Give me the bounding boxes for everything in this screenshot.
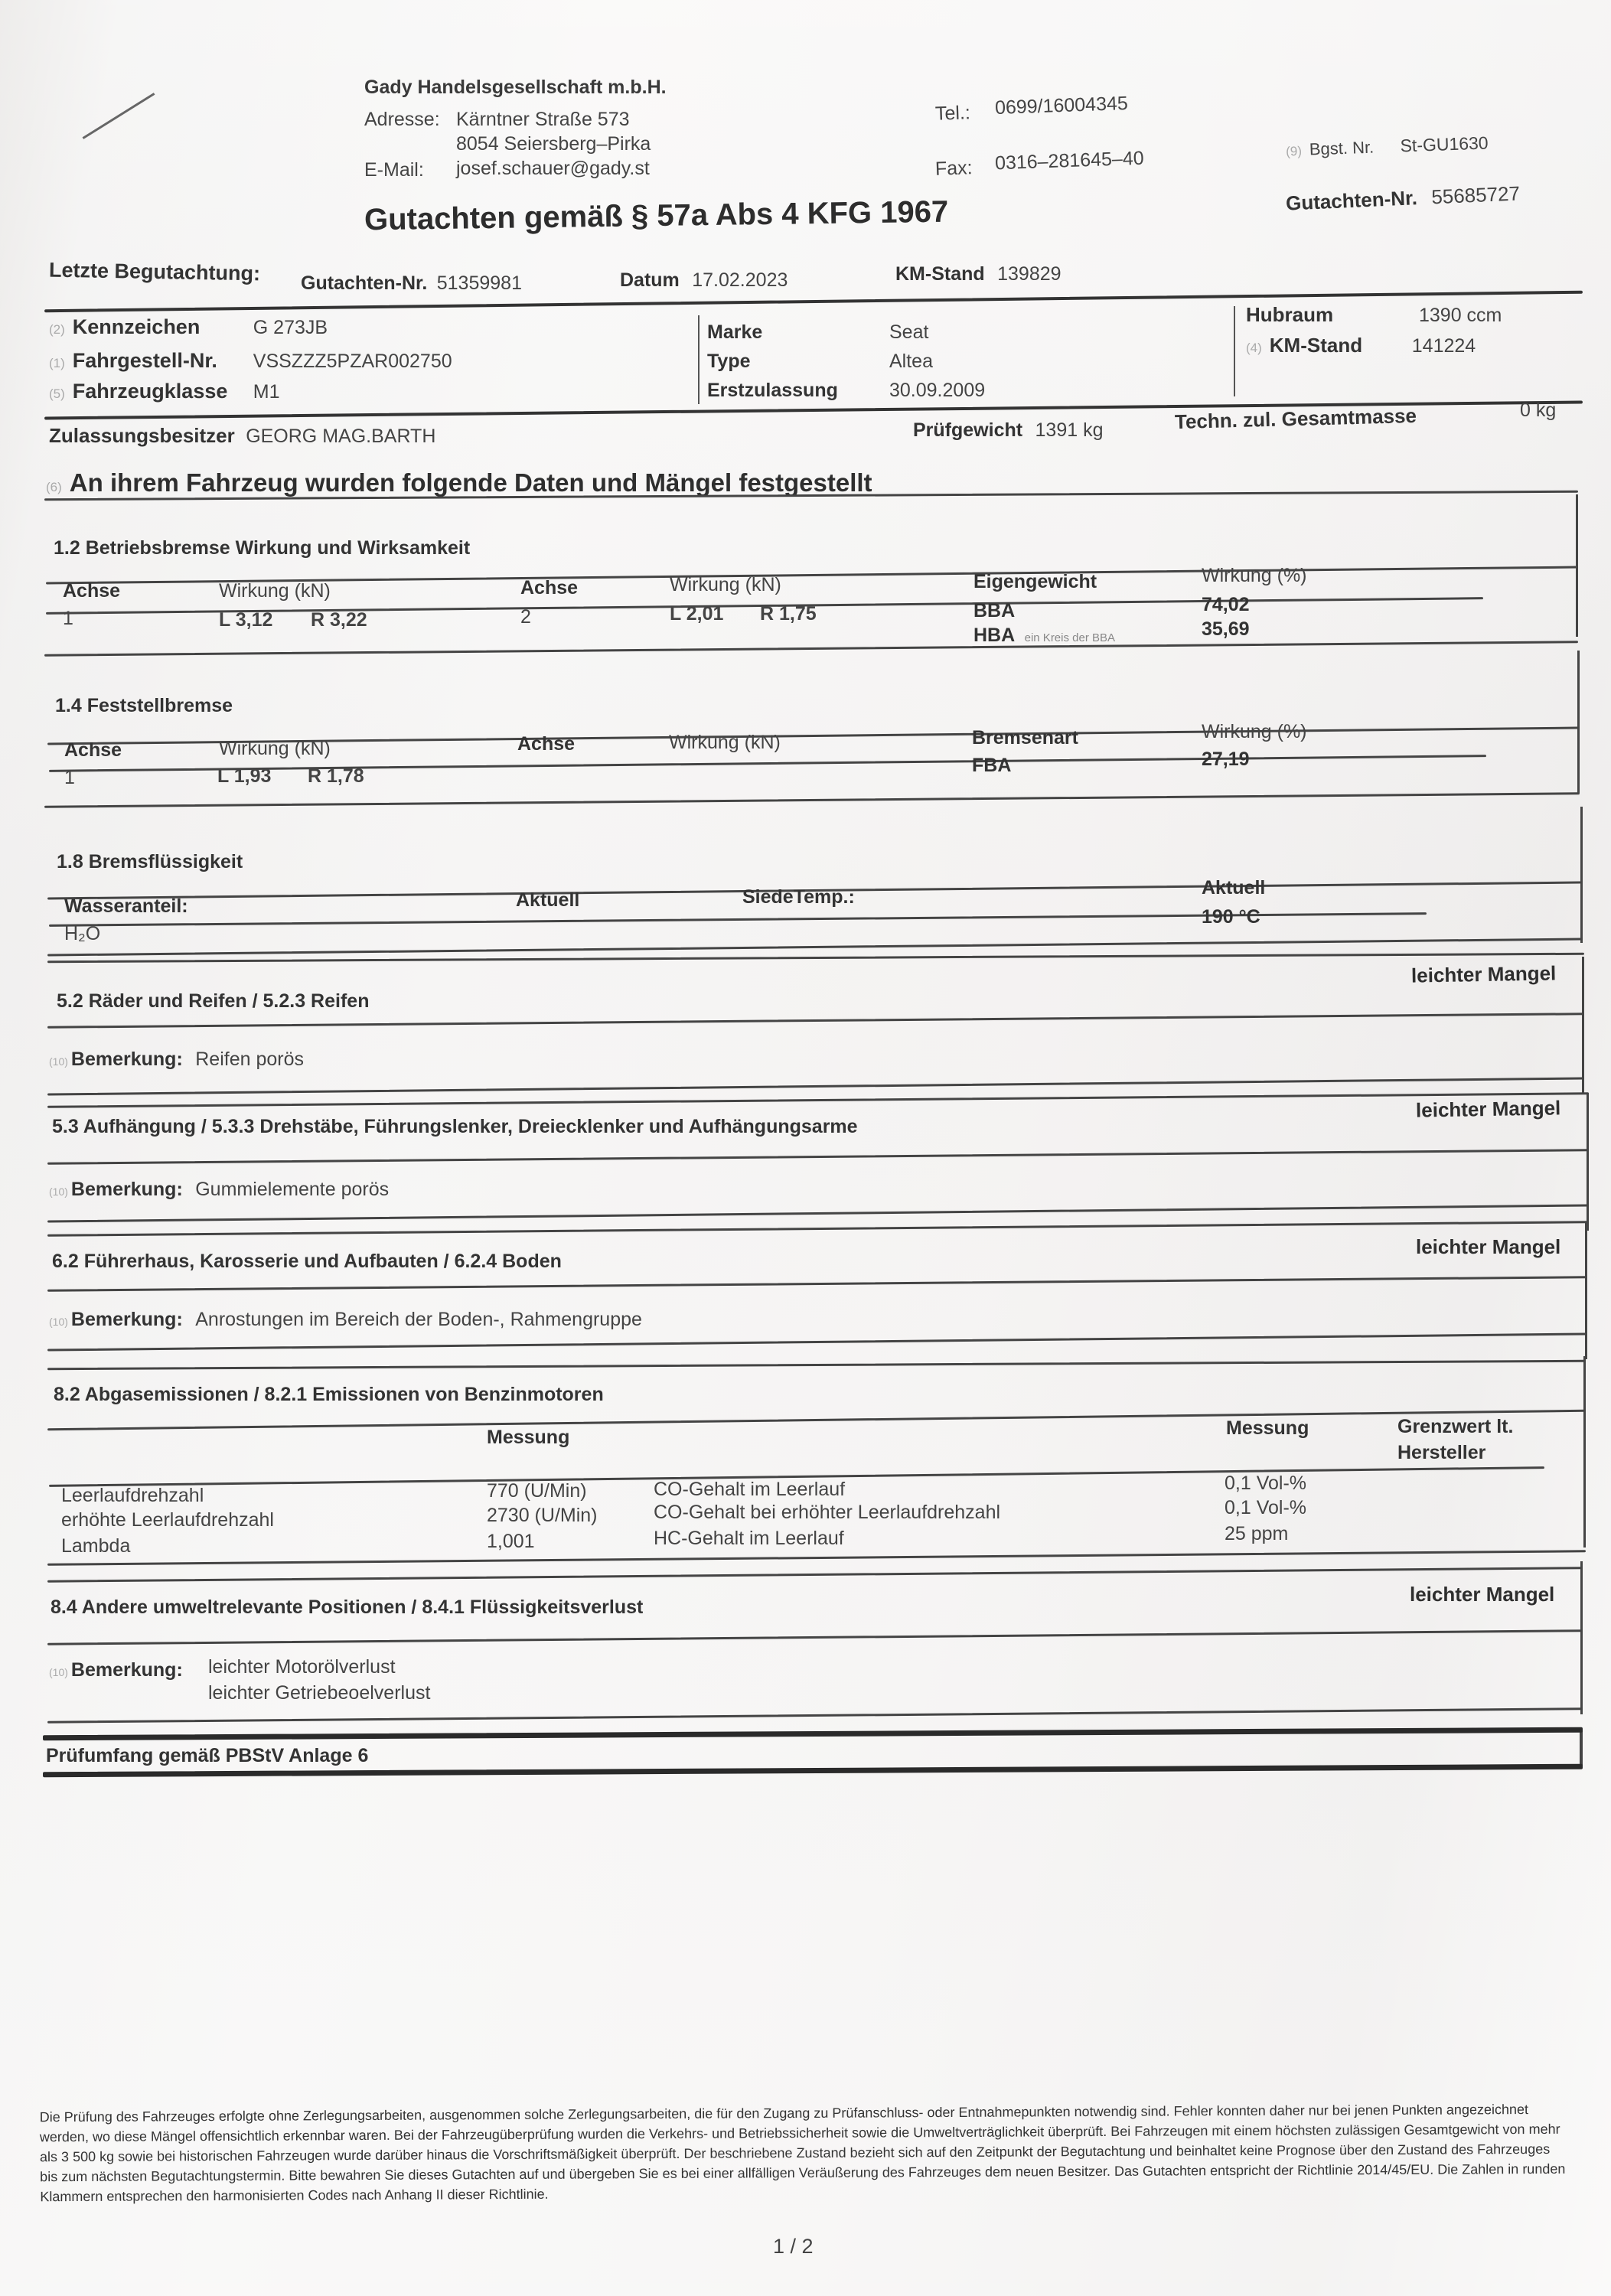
- document-title: Gutachten gemäß § 57a Abs 4 KFG 1967: [364, 194, 949, 237]
- fba-value: 27,19: [1202, 748, 1250, 770]
- col-wirkung-pct: Wirkung (%): [1202, 721, 1307, 742]
- fahrzeugklasse-label: Fahrzeugklasse: [72, 380, 228, 403]
- hubraum-value: 1390 ccm: [1419, 305, 1502, 326]
- defect-title: 5.3 Aufhängung / 5.3.3 Drehstäbe, Führungslenker, Dreiecklenker und Aufhängungsarme: [52, 1116, 858, 1137]
- remark-label: Bemerkung:: [70, 1309, 183, 1330]
- col-achse: Achse: [63, 580, 121, 602]
- aktuell-label-2: Aktuell: [1202, 877, 1266, 899]
- defect-code: (10): [49, 1316, 68, 1328]
- achse-1: 1: [63, 608, 73, 629]
- defect-severity: leichter Mangel: [1410, 961, 1557, 987]
- erstzulassung-row: [707, 380, 985, 402]
- findings-heading: [46, 468, 872, 497]
- defect-code: (10): [49, 1055, 68, 1068]
- feststellbremse-title: 1.4 Feststellbremse: [55, 695, 233, 716]
- pruefumfang: Prüfumfang gemäß PBStV Anlage 6: [46, 1745, 369, 1766]
- tel-label: Tel.:: [934, 102, 971, 125]
- remark-text-line1: leichter Motorölverlust: [208, 1656, 396, 1678]
- divider: [1234, 306, 1235, 396]
- achse-1: 1: [64, 767, 75, 788]
- erstzulassung-label: Erstzulassung: [707, 380, 838, 401]
- h2o-label: H₂O: [64, 923, 101, 944]
- fahrgestell-value: VSSZZZ5PZAR002750: [253, 351, 452, 372]
- hba-value: 35,69: [1202, 618, 1250, 640]
- defect-remark-row: [49, 1309, 642, 1331]
- fba-label: FBA: [972, 755, 1012, 776]
- col-messung-1: Messung: [487, 1427, 570, 1448]
- emission-row-label: erhöhte Leerlaufdrehzahl: [61, 1509, 274, 1531]
- besitzer-value: GEORG MAG.BARTH: [246, 426, 436, 447]
- defect-title: 5.2 Räder und Reifen / 5.2.3 Reifen: [57, 990, 370, 1012]
- emission-row-value: 770 (U/Min): [487, 1480, 587, 1502]
- gutachten-nr-row: [1285, 181, 1520, 215]
- kennzeichen-code: (2): [49, 322, 65, 337]
- bba-value: 74,02: [1202, 594, 1250, 615]
- marke-row: [707, 321, 928, 344]
- last-inspection-date: [620, 269, 788, 292]
- fahrzeugklasse-code: (5): [49, 386, 65, 401]
- emission-row-value: 1,001: [487, 1531, 535, 1552]
- defect-remark-row: [49, 1049, 304, 1071]
- last-inspection-date-value: 17.02.2023: [692, 269, 788, 291]
- col-grenzwert-line1: Grenzwert lt.: [1397, 1416, 1514, 1437]
- gesamtmasse-label: Techn. zul. Gesamtmasse: [1174, 403, 1417, 434]
- section-box: [44, 651, 1580, 793]
- address-line2: 8054 Seiersberg–Pirka: [456, 133, 651, 155]
- defect-remark-row: [49, 1179, 389, 1201]
- col-achse-2: Achse: [517, 733, 576, 755]
- section-box: [47, 1223, 1587, 1359]
- col-bremsenart: Bremsenart: [972, 727, 1078, 748]
- kennzeichen-row: [49, 315, 328, 339]
- last-inspection-km-label: KM-Stand: [895, 263, 985, 285]
- remark-label: Bemerkung:: [70, 1049, 183, 1070]
- kennzeichen-value: G 273JB: [253, 317, 328, 338]
- last-inspection-km: [895, 263, 1061, 285]
- defect-code: (10): [49, 1666, 68, 1678]
- divider: [44, 792, 1580, 808]
- emission-row-param: HC-Gehalt im Leerlauf: [654, 1528, 844, 1549]
- emission-row-label: Leerlaufdrehzahl: [61, 1485, 204, 1506]
- wasseranteil-label: Wasseranteil:: [64, 895, 188, 917]
- siedetemp-value: 190 °C: [1202, 906, 1260, 928]
- fax-value: 0316–281645–40: [994, 147, 1145, 174]
- achse-2-left: L 2,01: [670, 603, 724, 625]
- col-wirkung-kn-2: Wirkung (kN): [670, 574, 781, 595]
- kennzeichen-label: Kennzeichen: [72, 315, 201, 338]
- col-wirkung-kn: Wirkung (kN): [219, 738, 331, 759]
- bgst-value: St-GU1630: [1400, 132, 1489, 156]
- divider: [698, 315, 700, 404]
- last-inspection-km-value: 139829: [997, 263, 1061, 285]
- findings-heading-code: (6): [46, 480, 62, 494]
- col-wirkung-kn-2: Wirkung (kN): [669, 732, 781, 753]
- betriebsbremse-title: 1.2 Betriebsbremse Wirkung und Wirksamkeit: [54, 537, 471, 559]
- emissions-title: 8.2 Abgasemissionen / 8.2.1 Emissionen von Benzinmotoren: [54, 1384, 604, 1405]
- defect-severity: leichter Mangel: [1415, 1096, 1561, 1122]
- last-inspection-nr: [301, 272, 522, 295]
- hubraum-label: Hubraum: [1246, 303, 1334, 326]
- tel-value: 0699/16004345: [994, 92, 1129, 119]
- emission-row-measurement: 25 ppm: [1225, 1523, 1289, 1544]
- emission-row-param: CO-Gehalt im Leerlauf: [654, 1479, 846, 1500]
- last-inspection-date-label: Datum: [620, 269, 680, 291]
- fahrzeugklasse-row: [49, 380, 280, 403]
- km-stand-label: KM-Stand: [1269, 334, 1363, 357]
- fax-label: Fax:: [934, 157, 973, 180]
- pruefgewicht-value: 1391 kg: [1035, 419, 1104, 441]
- achse-2-right: R 1,75: [760, 603, 817, 625]
- fahrgestell-label: Fahrgestell-Nr.: [72, 349, 217, 372]
- aktuell-label-1: Aktuell: [516, 889, 580, 911]
- remark-label: Bemerkung:: [70, 1659, 183, 1681]
- col-eigengewicht: Eigengewicht: [973, 571, 1097, 592]
- hba-label: HBA: [973, 625, 1016, 646]
- emission-row-measurement: 0,1 Vol-%: [1225, 1497, 1307, 1518]
- remark-text: Gummielemente porös: [195, 1179, 390, 1200]
- type-label: Type: [707, 351, 751, 372]
- km-stand-code: (4): [1246, 341, 1262, 355]
- emission-row-param: CO-Gehalt bei erhöhter Leerlaufdrehzahl: [654, 1502, 1001, 1523]
- pruefgewicht-label: Prüfgewicht: [913, 419, 1023, 441]
- gesamtmasse-value: 0 kg: [1520, 400, 1557, 421]
- company-name: Gady Handelsgesellschaft m.b.H.: [364, 77, 667, 98]
- defect-severity: leichter Mangel: [1410, 1583, 1555, 1606]
- col-wirkung-pct: Wirkung (%): [1202, 565, 1307, 586]
- achse-1-left: L 1,93: [217, 765, 272, 787]
- address-line1: Kärntner Straße 573: [456, 109, 630, 130]
- remark-text: Anrostungen im Bereich der Boden-, Rahmengruppe: [195, 1309, 642, 1330]
- bgst-label: Bgst. Nr.: [1309, 137, 1375, 159]
- address-label: Adresse:: [364, 109, 440, 130]
- hba-note: ein Kreis der BBA: [1024, 631, 1116, 644]
- hba-row: [973, 625, 1115, 647]
- gutachten-nr-label: Gutachten-Nr.: [1285, 186, 1418, 215]
- col-wirkung-kn: Wirkung (kN): [219, 580, 331, 602]
- col-messung-2: Messung: [1226, 1417, 1309, 1439]
- remark-text: Reifen porös: [195, 1049, 304, 1070]
- col-achse-2: Achse: [520, 577, 579, 598]
- bba-label: BBA: [973, 600, 1016, 621]
- fahrzeugklasse-value: M1: [253, 381, 280, 403]
- type-row: [707, 351, 933, 373]
- remark-text-line2: leichter Getriebeoelverlust: [208, 1682, 431, 1704]
- type-value: Altea: [889, 351, 933, 372]
- col-grenzwert-line2: Hersteller: [1397, 1442, 1486, 1463]
- footer-disclaimer: Die Prüfung des Fahrzeuges erfolgte ohne Zerlegungsarbeiten, ausgenommen solche Zerlegungsarbeiten, die für den Zugang zu Prüfanschluss- oder Entnahmepunkten notwendig sind. Fehler konnten daher nur bei jenen Punkten angezeichnet werden, wo diese Mängel offensichtlich erkennbar waren. Bei der Fahrzeugüberprüfung wurden die Verkehrs- und Betriebssicherheit sowie die Umweltverträglichkeit überprüft. Bei Fahrzeugen mit einem höchsten zulässigen Gesamtgewicht von mehr als 3 500 kg sowie bei historischen Fahrzeugen wurde darüber hinaus die Vorschriftsmäßigkeit überprüft. Der beschriebene Zustand bezieht sich auf den Zeitpunkt der Begutachtung und beinhaltet keine Prognose über den Zustand des Fahrzeuges bis zum nächsten Begutachtungstermin. Bitte bewahren Sie dieses Gutachten auf und übergeben Sie es bei einer allfälligen Veräußerung des Fahrzeuges dem neuen Besitzer. Das Gutachten entspricht der Richtlinie 2014/45/EU. Die Zahlen in runden Klammern entsprechen den harmonisierten Codes nach Anhang II dieser Richtlinie.: [39, 2102, 1566, 2205]
- achse-1-right: R 3,22: [311, 609, 367, 631]
- col-achse: Achse: [64, 739, 122, 761]
- last-inspection-nr-label: Gutachten-Nr.: [301, 272, 428, 294]
- hubraum-row: [1246, 303, 1502, 327]
- km-stand-row: [1246, 334, 1476, 357]
- last-inspection-label: Letzte Begutachtung:: [48, 258, 261, 285]
- fahrgestell-row: [49, 349, 452, 373]
- fahrgestell-code: (1): [49, 356, 65, 370]
- erstzulassung-value: 30.09.2009: [889, 380, 986, 401]
- page-number: 1 / 2: [773, 2235, 814, 2258]
- marke-value: Seat: [889, 321, 929, 343]
- emission-row-value: 2730 (U/Min): [487, 1505, 598, 1526]
- defect-title: 8.4 Andere umweltrelevante Positionen / 8.4.1 Flüssigkeitsverlust: [51, 1596, 644, 1618]
- remark-label: Bemerkung:: [70, 1179, 183, 1200]
- emission-row-measurement: 0,1 Vol-%: [1225, 1473, 1307, 1494]
- km-stand-value: 141224: [1411, 335, 1476, 357]
- defect-remark-row: [49, 1659, 183, 1681]
- email-label: E-Mail:: [364, 159, 424, 181]
- defect-code: (10): [49, 1186, 68, 1198]
- pruefgewicht-row: [913, 419, 1104, 442]
- email-value: josef.schauer@gady.st: [456, 158, 650, 179]
- pen-mark: [83, 93, 155, 139]
- last-inspection-nr-value: 51359981: [436, 272, 522, 294]
- besitzer-label: Zulassungsbesitzer: [49, 424, 235, 447]
- siedetemp-label: SiedeTemp.:: [742, 886, 855, 908]
- emission-row-label: Lambda: [61, 1535, 131, 1557]
- marke-label: Marke: [707, 321, 763, 343]
- findings-heading-text: An ihrem Fahrzeug wurden folgende Daten und Mängel festgestellt: [69, 468, 872, 497]
- defect-title: 6.2 Führerhaus, Karosserie und Aufbauten / 6.2.4 Boden: [52, 1251, 562, 1272]
- besitzer-row: [49, 424, 435, 448]
- gutachten-nr-value: 55685727: [1430, 181, 1521, 209]
- bgst-row: [1286, 132, 1489, 160]
- bremsfluessigkeit-title: 1.8 Bremsflüssigkeit: [57, 851, 243, 872]
- achse-1-right: R 1,78: [308, 765, 364, 787]
- bgst-code: (9): [1285, 143, 1303, 159]
- achse-1-left: L 3,12: [219, 609, 273, 631]
- defect-severity: leichter Mangel: [1416, 1235, 1561, 1258]
- achse-2: 2: [520, 606, 531, 628]
